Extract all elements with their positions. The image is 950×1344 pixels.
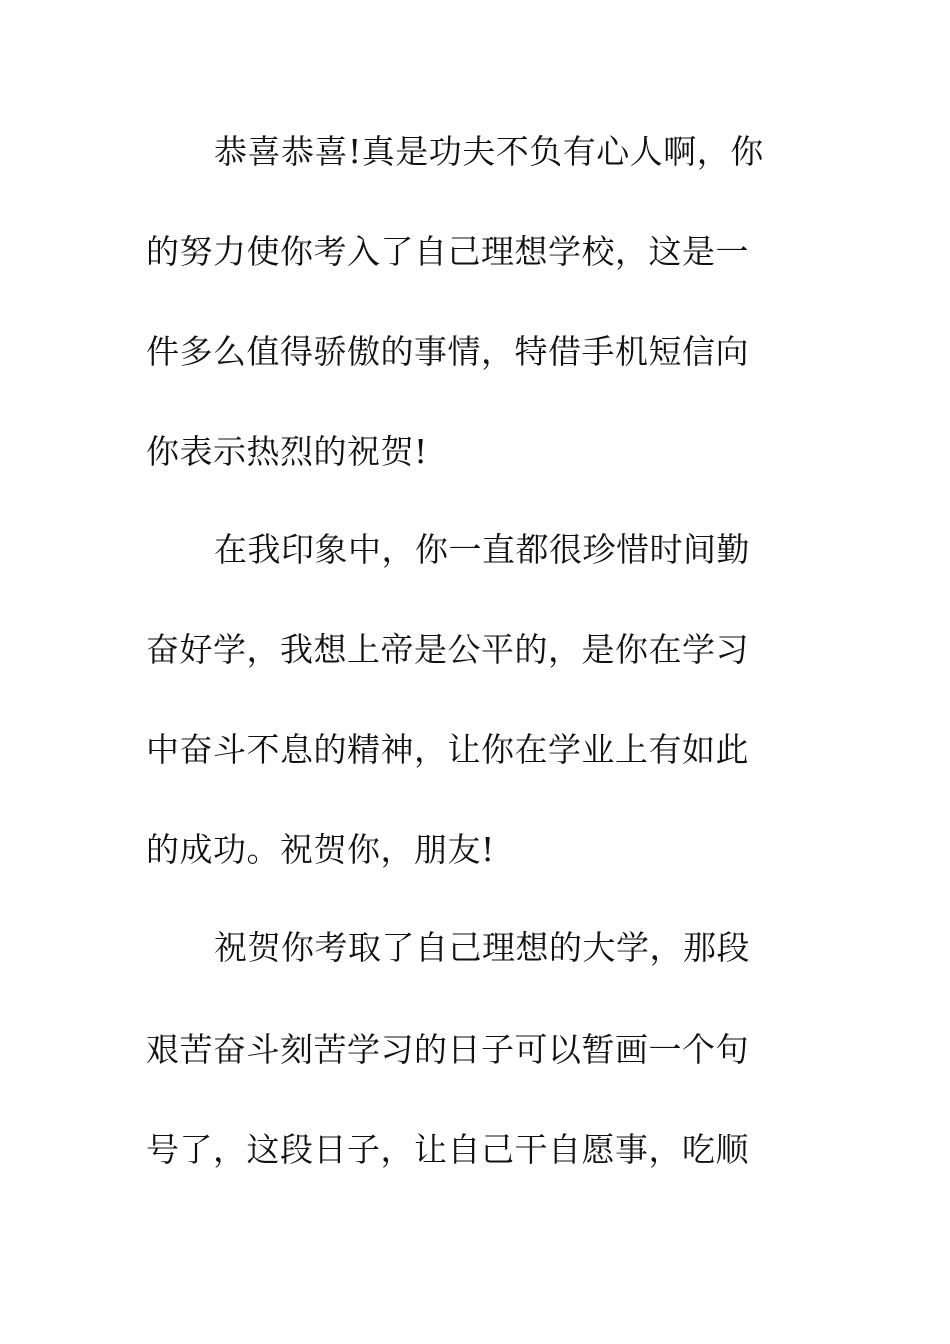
paragraph-1-line-2: 的努力使你考入了自己理想学校，这是一 (146, 232, 749, 271)
paragraph-1-line-4: 你表示热烈的祝贺! (146, 432, 428, 471)
paragraph-2-line-2: 奋好学，我想上帝是公平的，是你在学习 (146, 630, 749, 669)
paragraph-1-line-3: 件多么值得骄傲的事情，特借手机短信向 (146, 332, 749, 371)
paragraph-1-line-1: 恭喜恭喜!真是功夫不负有心人啊，你 (214, 132, 764, 171)
paragraph-2-line-1: 在我印象中，你一直都很珍惜时间勤 (214, 530, 750, 569)
paragraph-3-line-2: 艰苦奋斗刻苦学习的日子可以暂画一个句 (146, 1030, 749, 1069)
paragraph-2-line-4: 的成功。祝贺你，朋友! (146, 830, 495, 869)
paragraph-3-line-3: 号了，这段日子，让自己干自愿事，吃顺 (146, 1130, 749, 1169)
paragraph-2-line-3: 中奋斗不息的精神，让你在学业上有如此 (146, 730, 749, 769)
paragraph-3-line-1: 祝贺你考取了自己理想的大学，那段 (214, 928, 750, 967)
